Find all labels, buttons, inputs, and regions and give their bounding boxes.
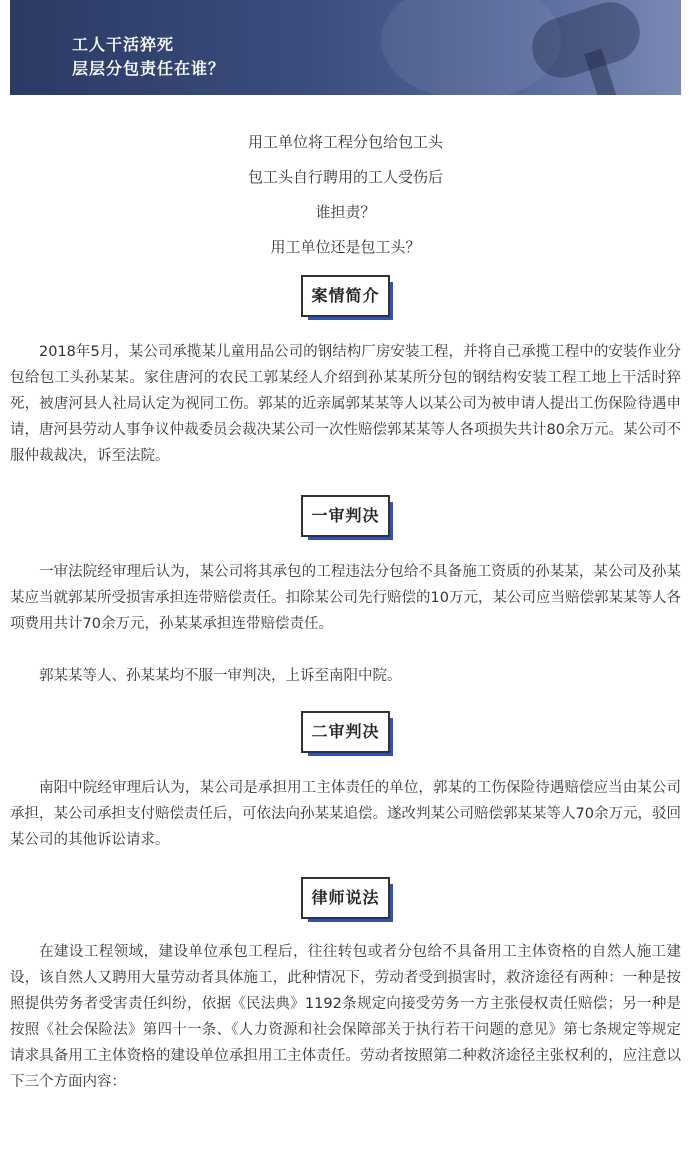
intro-line: 包工头自行聘用的工人受伤后 bbox=[247, 168, 443, 186]
intro-line: 谁担责？ bbox=[315, 203, 376, 221]
intro-line: 用工单位将工程分包给包工头 bbox=[247, 133, 443, 151]
section-title-second-trial: 二审判决 bbox=[301, 711, 389, 753]
section-title-first-trial: 一审判决 bbox=[301, 495, 389, 537]
lawyer-paragraph: 在建设工程领域，建设单位承包工程后，往往转包或者分包给不具备用工主体资格的自然人施工建设，该自然人又聘用大量劳动者具体施工，此种情况下，劳动者受到损害时，救济途径有两种：一种是按照提供劳务者受害责任纠纷，依据《民法典》1192条规定向接受劳务一方主张侵权责任赔偿；另一种是按照《社会保险法》第四十一条、《人力资源和社会保障部关于执行若干问题的意见》第七条规定等规定请求具备用工主体资格的建设单位承担用工主体责任。劳动者按照第二种救济途径主张权利的，应注意以下三个方面内容： bbox=[10, 944, 681, 1090]
section-heading-lawyer bbox=[0, 877, 691, 919]
intro-line: 用工单位还是包工头？ bbox=[270, 238, 421, 256]
appeal-paragraph: 郭某某等人、孙某某均不服一审判决，上诉至南阳中院。 bbox=[39, 668, 402, 684]
section-title-lawyer: 律师说法 bbox=[301, 877, 389, 919]
second-trial-paragraph: 南阳中院经审理后认为，某公司是承担用工主体责任的单位，郭某的工伤保险待遇赔偿应当由某公司承担，某公司承担支付赔偿责任后，可依法向孙某某追偿。遂改判某公司赔偿郭某某等人70余万元，驳回某公司的其他诉讼请求。 bbox=[10, 780, 681, 848]
header-banner bbox=[10, 0, 681, 95]
banner-title-line2: 层层分包责任在谁？ bbox=[72, 59, 226, 78]
section-heading-case bbox=[0, 275, 691, 317]
section-title-case: 案情简介 bbox=[301, 275, 389, 317]
first-trial-paragraph: 一审法院经审理后认为，某公司将其承包的工程违法分包给不具备施工资质的孙某某，某公司及孙某某应当就郭某所受损害承担连带赔偿责任。扣除某公司先行赔偿的10万元，某公司应当赔偿郭某某等人各项费用共计70余万元，孙某某承担连带赔偿责任。 bbox=[10, 564, 681, 632]
case-paragraph: 2018年5月，某公司承揽某儿童用品公司的钢结构厂房安装工程，并将自己承揽工程中的安装作业分包给包工头孙某某。家住唐河的农民工郭某经人介绍到孙某某所分包的钢结构安装工程工地上干活时猝死，被唐河县人社局认定为视同工伤。郭某的近亲属郭某某等人以某公司为被申请人提出工伤保险待遇申请，唐河县劳动人事争议仲裁委员会裁决某公司一次性赔偿郭某某等人各项损失共计80余万元。某公司不服仲裁裁决，诉至法院。 bbox=[10, 344, 681, 464]
section-heading-second-trial bbox=[0, 711, 691, 753]
banner-title-line1: 工人干活猝死 bbox=[72, 35, 175, 54]
section-heading-first-trial bbox=[0, 495, 691, 537]
intro-questions bbox=[0, 125, 691, 265]
